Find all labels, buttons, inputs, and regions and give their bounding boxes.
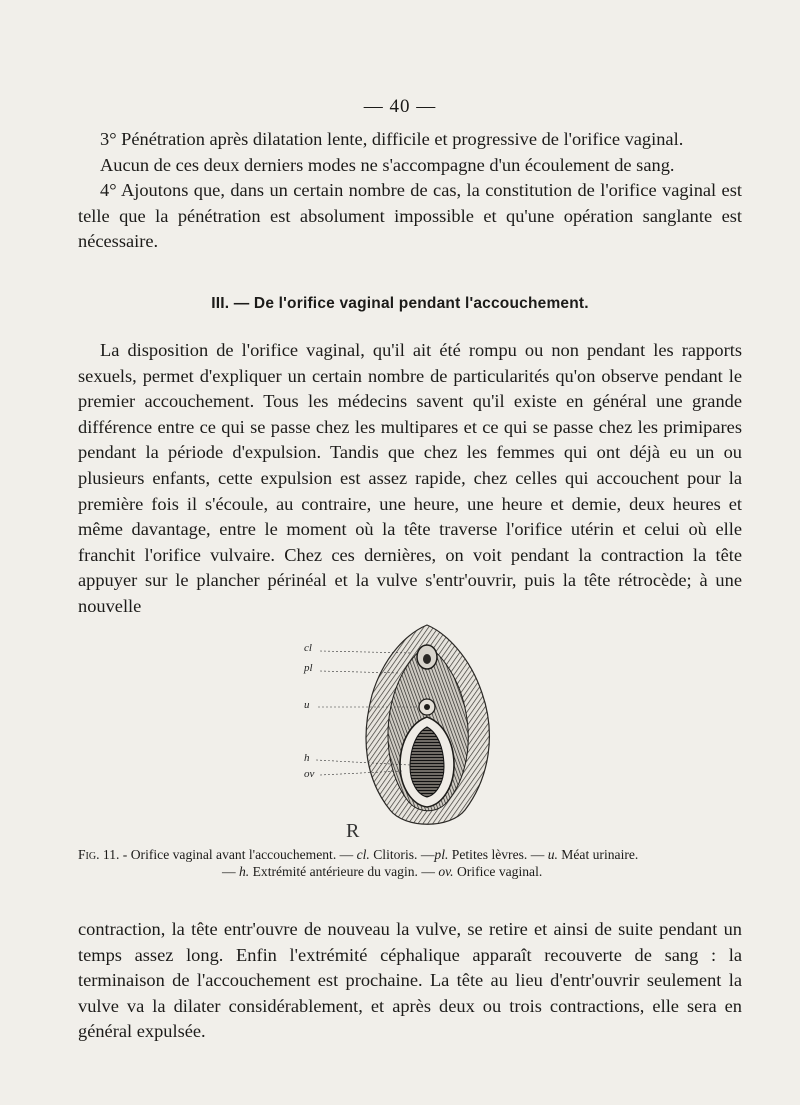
figure-caption [78,846,758,880]
paragraph-childbirth: La disposition de l'orifice vaginal, qu'il ait été rompu ou non pendant les rapports sexuels, permet d'expliquer un certain nombre de particularités qu'on observe pendant le premier accouchement. Tous les médecins savent qu'il existe en général une grande différence entre ce qui se passe chez les multipares et ce qui se passe chez les primipares pendant la période d'expulsion. Tandis que chez les femmes qui ont déjà eu un ou plusieurs enfants, cette expulsion est assez rapide, chez celles qui accouchent pour la première fois il s'écoule, au contraire, une heure, une heure et demie, deux heures et même davantage, entre le moment où la tête traverse l'orifice utérin et celui où elle franchit l'orifice vulvaire. Chez ces dernières, on voit pendant la contraction la tête appuyer sur le plancher périnéal et la vulve s'entr'ouvrir, puis la tête rétrocède; à une nouvelle [78,340,742,616]
caption-title: - Orifice vaginal avant l'accouchement. — [119,847,357,862]
paragraph-penetration-4: 4° Ajoutons que, dans un certain nombre de cas, la constitution de l'orifice vaginal est telle que la pénétration est absolument impossible et qu'une opération sanglante est nécessaire. [78,180,742,252]
caption-cl-text: Clitoris. — [369,847,435,862]
paragraph-penetration-3: 3° Pénétration après dilatation lente, difficile et progressive de l'orifice vaginal. [100,129,684,149]
caption-h-abbr: h. [239,864,250,879]
top-text-block [78,127,742,255]
anatomical-figure [300,615,520,845]
label-h: h [304,752,310,764]
caption-u-abbr: u. [547,847,558,862]
main-text-block [78,338,742,620]
label-pl: pl [304,662,313,674]
caption-pl-abbr: pl. [434,847,449,862]
caption-cl-abbr: cl. [356,847,370,862]
caption-ov-abbr: ov. [438,864,454,879]
caption-dash: — [222,864,239,879]
page-number: — 40 — [363,96,437,117]
section-heading: III. — De l'orifice vaginal pendant l'accouchement. [211,295,589,312]
bottom-text-block [78,917,742,1045]
label-u: u [304,699,310,711]
label-ov: ov [304,768,315,780]
caption-ov-text: Orifice vaginal. [453,864,543,879]
caption-u-text: Méat urinaire. [557,847,639,862]
label-cl: cl [304,642,312,654]
engraver-monogram: R [346,820,360,842]
caption-pl-text: Petites lèvres. — [448,847,548,862]
caption-fig-number: Fig. 11. [78,847,120,862]
paragraph-no-bleeding: Aucun de ces deux derniers modes ne s'accompagne d'un écoulement de sang. [100,154,675,175]
caption-h-text: Extrémité antérieure du vagin. — [249,864,439,879]
paragraph-continuation: contraction, la tête entr'ouvre de nouveau la vulve, se retire et ainsi de suite pendant un temps assez long. Enfin l'extrémité céphalique apparaît recouverte de sang : la terminaison de l'accouchement est prochaine. La tête au lieu d'entr'ouvrir seulement la vulve va la dilater considérablement, et après deux ou trois contractions, elle sera en général expulsée. [78,919,742,1042]
vaginal-orifice-engraving [300,615,520,845]
